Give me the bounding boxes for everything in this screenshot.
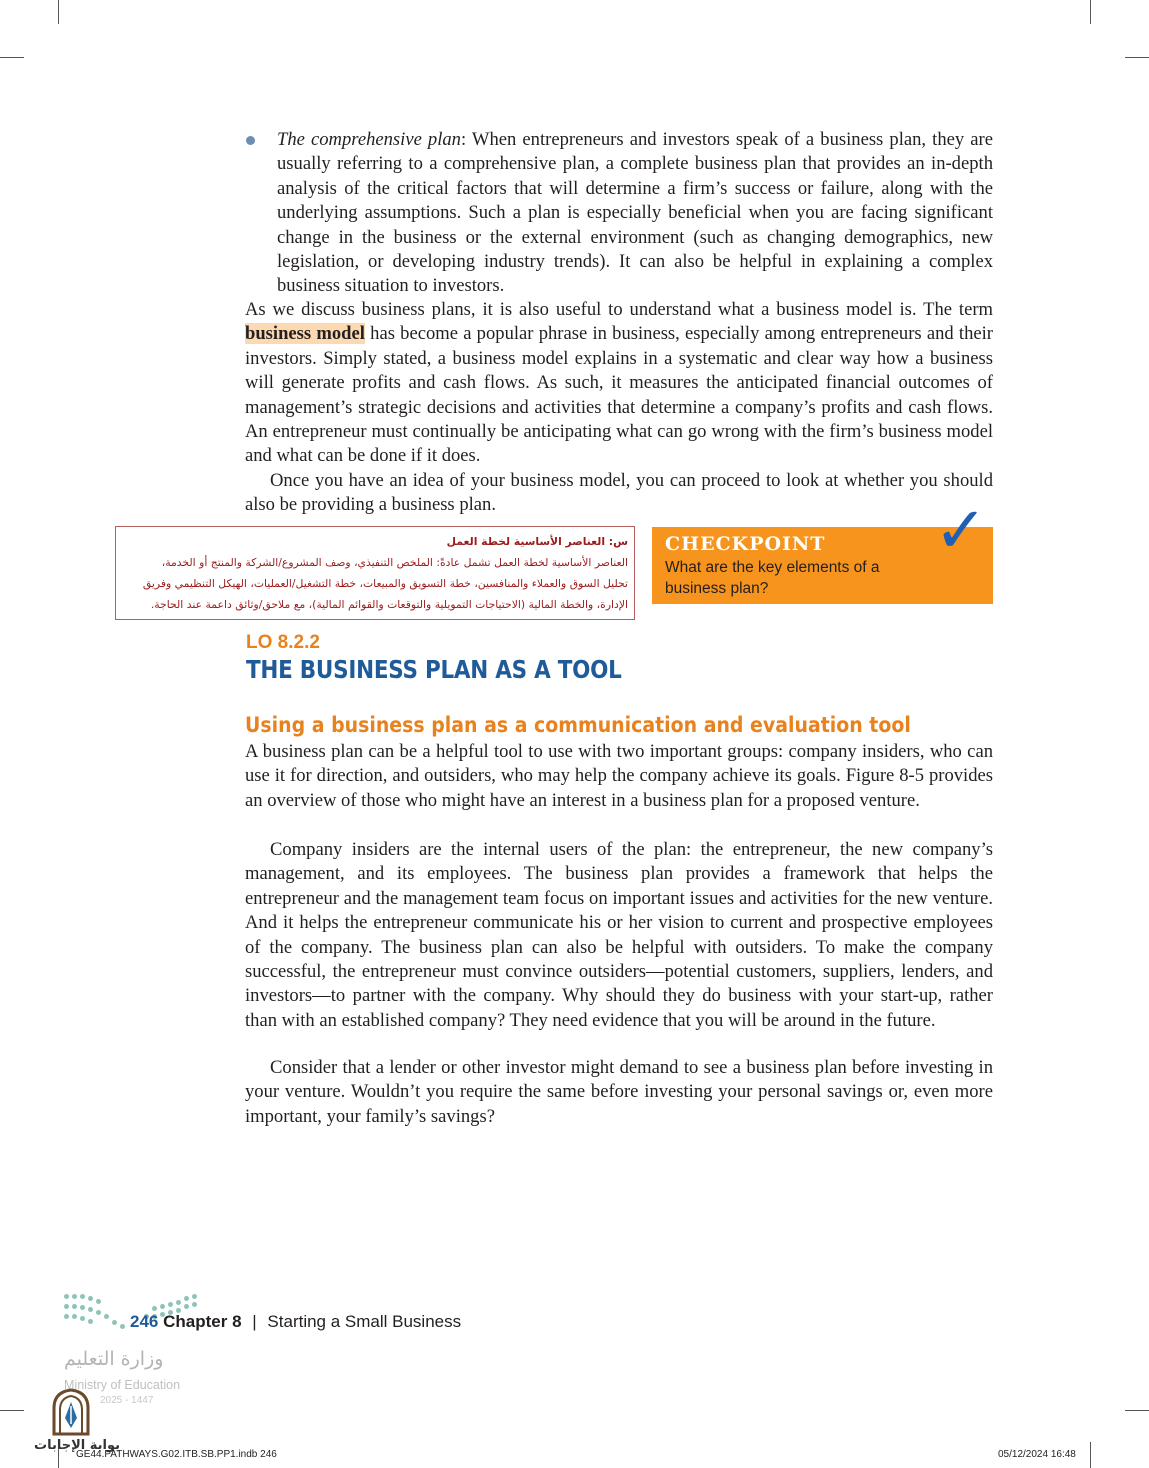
paragraph-text: As we discuss business plans, it is also useful to understand what a business model is. The term [245,299,993,320]
bullet-paragraph [277,128,993,299]
print-slug-file: GE44.PATHWAYS.G02.ITB.SB.PP1.indb 246 [76,1449,277,1460]
page-number: 246 [130,1312,159,1331]
chapter-title: Starting a Small Business [267,1312,462,1331]
ministry-name-english: Ministry of Education [64,1378,181,1392]
crop-mark [0,57,24,58]
crop-mark [1090,0,1091,24]
arabic-note-line: تحليل السوق والعملاء والمنافسين، خطة التسويق والمبيعات، خطة التشغيل/العمليات، الهيكل التنظيمي وفريق [142,577,628,590]
ministry-name-arabic: وزارة التعليم [64,1348,164,1370]
learning-objective-code: LO 8.2.2 [246,632,320,653]
paragraph-text: has become a popular phrase in business, especially among entrepreneurs and their investors. Simply stated, a business model explains in a systematic and clear way how a business will generate profits and cash flows. As such, it measures the anticipated financial outcomes of management’s strategic decisions and activities that determine a company’s profits and cash flows. An entrepreneur must continually be anticipating what can go wrong with the firm’s business model and what can be done if it does. [245,323,993,467]
arabic-answer-note [115,526,635,620]
ministry-year: 2025 - 1447 [100,1395,154,1406]
footer-chapter-line [130,1312,461,1332]
arabic-note-line: س: العناصر الأساسية لخطة العمل [446,535,628,548]
checkpoint-title: CHECKPOINT [665,533,826,555]
bullet-body: : When entrepreneurs and investors speak of a business plan, they are usually referring to a comprehensive plan, a complete business plan that provides an in-depth analysis of the critical factors that will determine a firm’s success or failure, along with the underlying assumptions. Such a plan is especially beneficial when you are facing significant change in the business or the external environment (such as changing demographics, new legislation, or developing industry trends). It can also be helpful in explaining a complex business situation to investors. [277,129,993,297]
body-paragraph: A business plan can be a helpful tool to use with two important groups: company insiders, who can use it for direction, and outsiders, who may help the company achieve its goals. Figure 8-5 provides an overview of those who might have an interest in a business plan for a proposed venture. [245,741,993,811]
business-model-paragraph [245,298,993,469]
crop-mark [1125,57,1149,58]
body-paragraph: Company insiders are the internal users of the plan: the entrepreneur, the new company’s management, and its employees. The business plan provides a framework that helps the entrepreneur and the management team focus on important issues and activities for the new venture. And it helps the entrepreneur communicate his or her vision to current and prospective employees of the company. The business plan can also be helpful with outsiders. To make the company successful, the entrepreneur must convince outsiders—potential customers, suppliers, lenders, and investors—to partner with the company. Why should they do business with your start-up, rather than with an established company? They need evidence that you will be around in the future. [245,839,993,1031]
crop-mark [0,1410,24,1411]
print-slug-date: 05/12/2024 16:48 [998,1449,1076,1460]
crop-mark [1125,1410,1149,1411]
answers-portal-label: بوابة الإجابات [34,1438,120,1453]
body-paragraph: Consider that a lender or other investor might demand to see a business plan before investing in your venture. Wouldn’t you require the same before investing your personal savings or, even more important, your family’s savings? [245,1057,993,1127]
checkpoint-question: What are the key elements of a business plan? [665,559,880,597]
section-title: THE BUSINESS PLAN AS A TOOL [246,655,622,684]
crop-mark [58,0,59,24]
arabic-note-line: العناصر الأساسية لخطة العمل تشمل عادةً: الملخص التنفيذي، وصف المشروع/الشركة والمنتج أو الخدمة، [161,556,628,569]
checkmark-icon: ✓ [934,494,988,568]
answers-portal-logo-icon [48,1388,94,1436]
highlighted-term[interactable]: business model [245,323,365,345]
chapter-label: Chapter 8 [163,1312,242,1331]
bullet-term: The comprehensive plan [277,129,461,150]
business-model-followup-paragraph: Once you have an idea of your business model, you can proceed to look at whether you should also be providing a business plan. [245,470,993,516]
arabic-note-line: الإدارة، والخطة المالية (الاحتياجات التمويلية والتوقعات والقوائم المالية)، مع ملاحق/وثائق داعمة عند الحاجة. [150,598,628,611]
bullet-icon [246,136,255,145]
checkpoint-box [652,494,993,604]
subsection-title: Using a business plan as a communication and evaluation tool [245,713,911,738]
separator: | [252,1312,257,1331]
crop-mark [1090,1442,1091,1468]
